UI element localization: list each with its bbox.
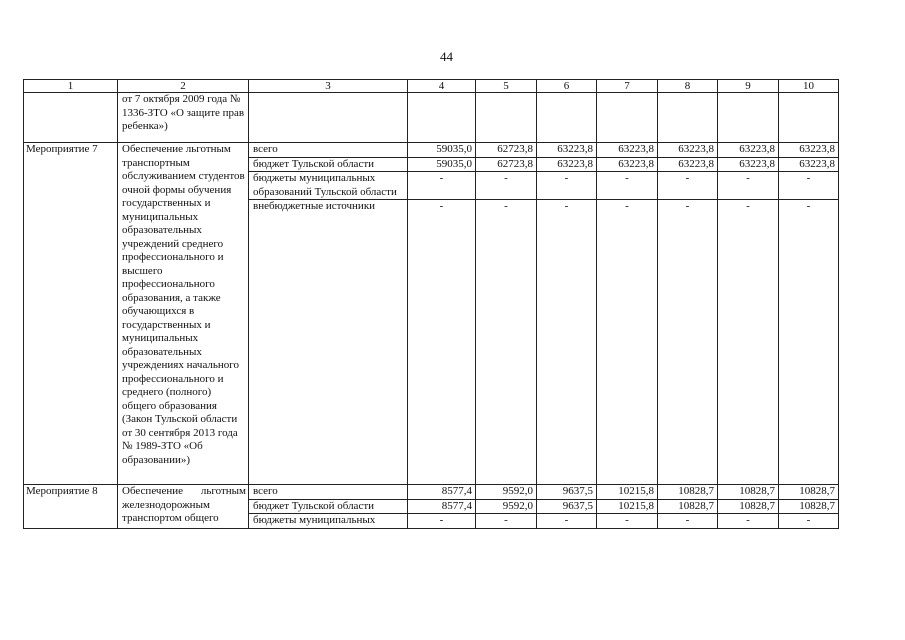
value-cell: - xyxy=(408,200,476,485)
activity8-label: Мероприятие 8 xyxy=(24,485,118,529)
value-cell: - xyxy=(476,514,537,529)
value-cell: - xyxy=(779,514,839,529)
value-cell: - xyxy=(718,200,779,485)
value-cell: 63223,8 xyxy=(718,157,779,172)
value-cell: 62723,8 xyxy=(476,157,537,172)
value-cell: - xyxy=(408,172,476,200)
value-cell: 63223,8 xyxy=(658,157,718,172)
continuation-value-cell xyxy=(408,93,476,143)
header-col-8: 8 xyxy=(658,80,718,93)
value-cell: 10828,7 xyxy=(718,499,779,514)
value-cell: - xyxy=(476,172,537,200)
continuation-value-cell xyxy=(597,93,658,143)
value-cell: 8577,4 xyxy=(408,485,476,500)
activity7-row-total xyxy=(24,143,839,158)
value-cell: - xyxy=(779,172,839,200)
value-cell: 10828,7 xyxy=(658,485,718,500)
value-cell: - xyxy=(597,200,658,485)
continuation-value-cell xyxy=(779,93,839,143)
value-cell: - xyxy=(779,200,839,485)
value-cell: 63223,8 xyxy=(718,143,779,158)
value-cell: - xyxy=(597,514,658,529)
value-cell: - xyxy=(597,172,658,200)
funding-source: бюджет Тульской области xyxy=(249,499,408,514)
continuation-label-cell xyxy=(24,93,118,143)
value-cell: 63223,8 xyxy=(779,157,839,172)
continuation-value-cell xyxy=(476,93,537,143)
value-cell: - xyxy=(718,514,779,529)
funding-source: всего xyxy=(249,485,408,500)
header-col-2: 2 xyxy=(118,80,249,93)
continuation-description: от 7 октября 2009 года № 1336-ЗТО «О защите прав ребенка») xyxy=(118,93,249,143)
value-cell: 63223,8 xyxy=(537,143,597,158)
header-col-10: 10 xyxy=(779,80,839,93)
value-cell: 8577,4 xyxy=(408,499,476,514)
continuation-value-cell xyxy=(718,93,779,143)
value-cell: 59035,0 xyxy=(408,143,476,158)
value-cell: - xyxy=(537,172,597,200)
funding-source: бюджет Тульской области xyxy=(249,157,408,172)
funding-source: всего xyxy=(249,143,408,158)
value-cell: 10828,7 xyxy=(718,485,779,500)
value-cell: 63223,8 xyxy=(597,143,658,158)
value-cell: 63223,8 xyxy=(537,157,597,172)
value-cell: 9637,5 xyxy=(537,499,597,514)
continuation-source-cell xyxy=(249,93,408,143)
value-cell: 10215,8 xyxy=(597,485,658,500)
value-cell: 9592,0 xyxy=(476,499,537,514)
page-number: 44 xyxy=(440,49,453,64)
value-cell: - xyxy=(718,172,779,200)
value-cell: - xyxy=(658,200,718,485)
value-cell: 63223,8 xyxy=(597,157,658,172)
value-cell: - xyxy=(658,172,718,200)
activity7-description: Обеспечение льготным транспортным обслуживанием студентов очной формы обучения государственных и муниципальных образовательных учреждений среднего профессионального и высшего профессионального образования, а также обучающихся в государственных и муниципальных образовательных учреждениях начального профессионального и среднего (полного) общего образования (Закон Тульской области от 30 сентября 2013 года № 1989-ЗТО «Об образовании») xyxy=(118,143,249,485)
value-cell: 9637,5 xyxy=(537,485,597,500)
header-col-5: 5 xyxy=(476,80,537,93)
value-cell: - xyxy=(537,200,597,485)
header-col-9: 9 xyxy=(718,80,779,93)
activity7-label: Мероприятие 7 xyxy=(24,143,118,485)
header-col-7: 7 xyxy=(597,80,658,93)
value-cell: 10828,7 xyxy=(779,499,839,514)
value-cell: 10828,7 xyxy=(658,499,718,514)
value-cell: - xyxy=(408,514,476,529)
value-cell: 63223,8 xyxy=(658,143,718,158)
header-col-4: 4 xyxy=(408,80,476,93)
value-cell: - xyxy=(658,514,718,529)
program-table xyxy=(23,79,839,529)
value-cell: - xyxy=(476,200,537,485)
value-cell: - xyxy=(537,514,597,529)
header-col-6: 6 xyxy=(537,80,597,93)
value-cell: 10828,7 xyxy=(779,485,839,500)
continuation-row xyxy=(24,93,839,143)
continuation-value-cell xyxy=(658,93,718,143)
header-row xyxy=(24,80,839,93)
header-col-3: 3 xyxy=(249,80,408,93)
header-col-1: 1 xyxy=(24,80,118,93)
funding-source: бюджеты муниципальных xyxy=(249,514,408,529)
funding-source: внебюджетные источники xyxy=(249,200,408,485)
value-cell: 59035,0 xyxy=(408,157,476,172)
activity8-row-total xyxy=(24,485,839,500)
value-cell: 10215,8 xyxy=(597,499,658,514)
activity8-description: Обеспечение льготным железнодорожным транспортом общего xyxy=(118,485,249,529)
value-cell: 63223,8 xyxy=(779,143,839,158)
continuation-value-cell xyxy=(537,93,597,143)
funding-source: бюджеты муниципальных образований Тульской области xyxy=(249,172,408,200)
value-cell: 62723,8 xyxy=(476,143,537,158)
value-cell: 9592,0 xyxy=(476,485,537,500)
